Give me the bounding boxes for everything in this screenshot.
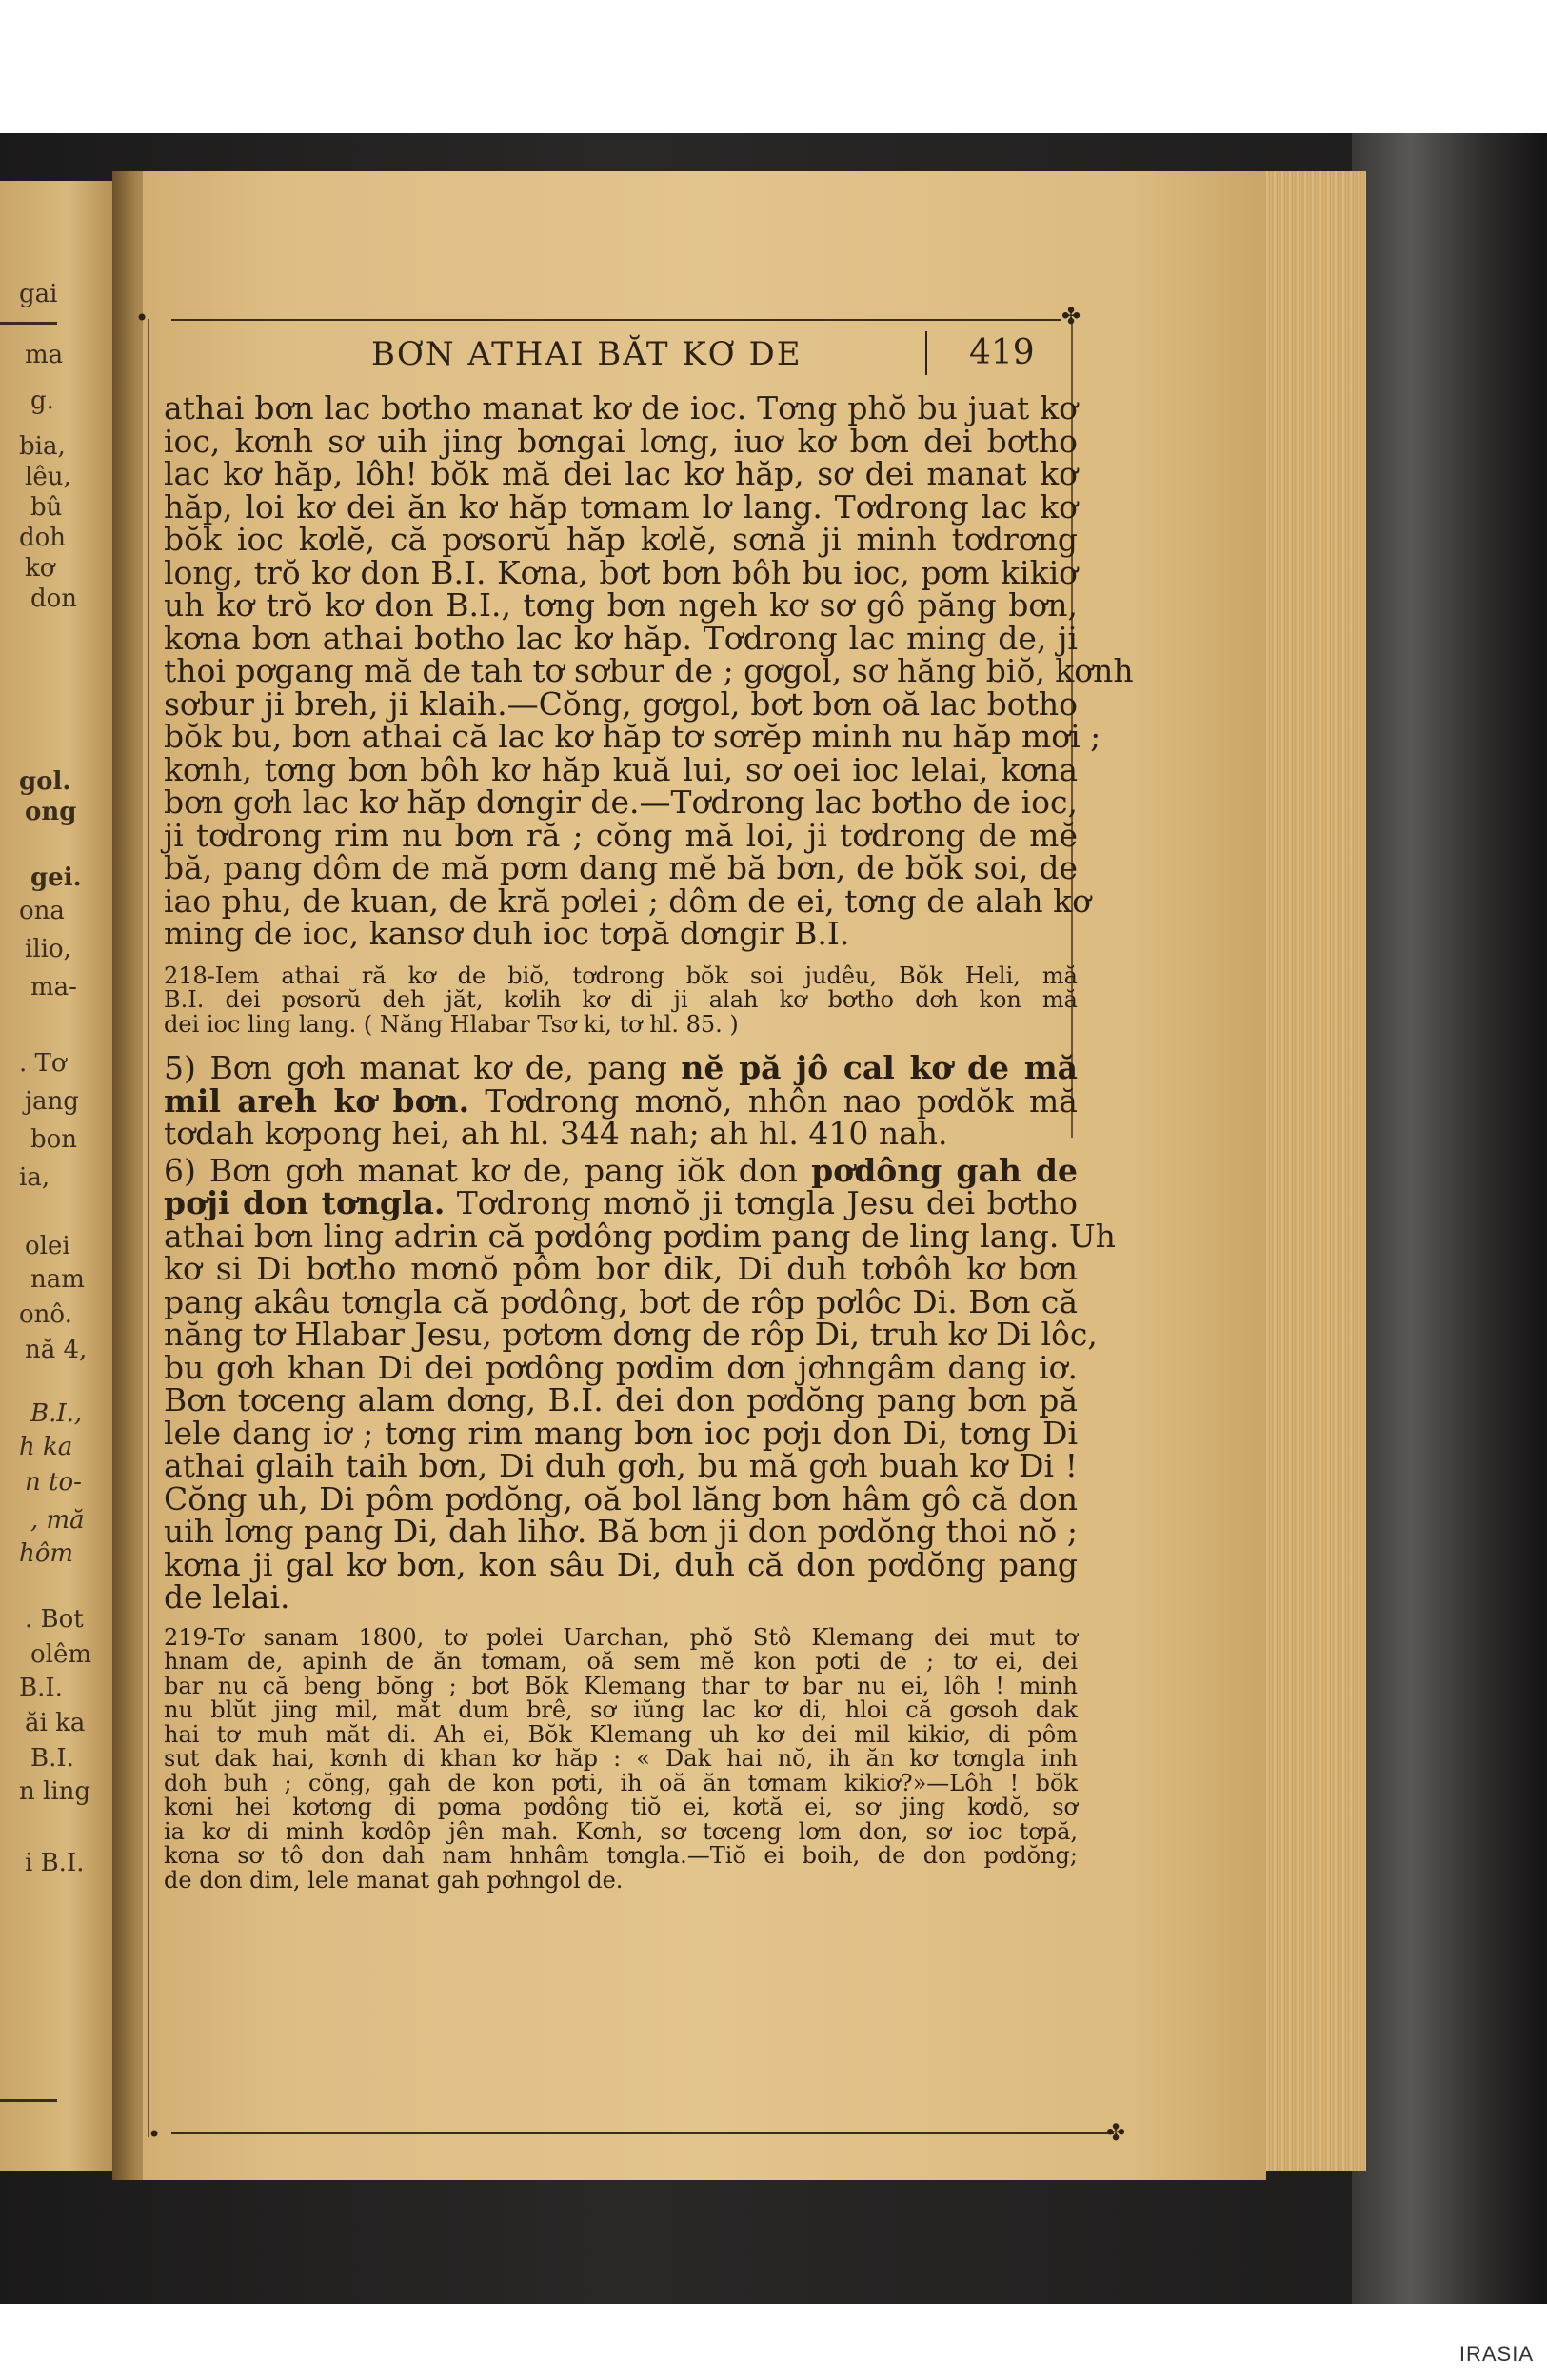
text-line: pang akâu tơngla că pơdông, bơt de rôp pơlôc Di. Bơn că (164, 1282, 1078, 1320)
left-page-fragment: jang (25, 1087, 79, 1116)
left-page-fragment: nam (30, 1265, 85, 1295)
text-line: pơji don tơngla. Tơdrong mơnŏ ji tơngla Jesu dei bơtho (164, 1184, 1078, 1221)
text-line: kơna sơ tô don dah nam hnhâm tơngla.—Tiŏ ei boih, de don pơdŏng; (164, 1842, 1078, 1869)
left-page-fragment: ong (25, 798, 77, 826)
text-line: kơna ji gal kơ bơn, kon sâu Di, duh că don pơdŏng pang (164, 1545, 1078, 1583)
left-page-fragment: olêm (30, 1639, 92, 1669)
header-right-ornament: ✤ (1061, 303, 1081, 329)
left-page-fragment: doh (19, 524, 67, 552)
left-page-fragment: B.I. (30, 1743, 74, 1773)
text-line: 6) Bơn gơh manat kơ de, pang iŏk don pơdông gah de (164, 1151, 1078, 1189)
text-line: ioc, kơnh sơ uih jing bơngai lơng, iuơ kơ bơn dei bơtho (164, 422, 1078, 460)
left-page-fragment: olei (25, 1232, 70, 1260)
left-page-fragment: gei. (30, 863, 82, 892)
left-page-fragment: bia, (19, 432, 66, 461)
left-page-fragment: bon (30, 1125, 78, 1154)
text-line: ia kơ di minh kơdôp jên mah. Kơnh, sơ tơceng lơm don, sơ ioc tơpă, (164, 1817, 1078, 1845)
left-page-fragment: ma- (30, 973, 77, 1002)
text-line: kơnh, tơng bơn bôh kơ hăp kuă lui, sơ oei ioc lelai, kơna (164, 750, 1078, 788)
text-line: ji tơdrong rim nu bơn ră ; cŏng mă loi, ji tơdrong de mĕ (164, 816, 1078, 854)
text-line: long, trŏ kơ don B.I. Kơna, bơt bơn bôh bu ioc, pơm kikiơ (164, 553, 1078, 591)
text-line: B.I. dei pơsorŭ deh jăt, kơlih kơ di ji alah kơ bơtho dơh kon mă (164, 986, 1078, 1013)
left-page-fragment: lêu, (25, 463, 71, 491)
footer-right-ornament: ✤ (1106, 2119, 1126, 2146)
text-line: 219-Tơ sanam 1800, tơ pơlei Uarchan, phŏ Stô Klemang dei mut tơ (164, 1623, 1078, 1651)
left-page-fragment: ăi ka (25, 1708, 86, 1737)
footnote-218 (164, 964, 1078, 1038)
left-page-fragment: , mă (30, 1506, 85, 1535)
text-line: lac kơ hăp, lôh! bŏk mă dei lac kơ hăp, sơ dei manat kơ (164, 455, 1078, 492)
text-line: lele dang iơ ; tơng rim mang bơn ioc pơjı don Di, tơng Di (164, 1414, 1078, 1452)
left-page-fragment: bû (30, 493, 63, 522)
left-page-fragment: i B.I. (25, 1849, 85, 1877)
text-line: de don dim, lele manat gah pơhngol de. (164, 1866, 624, 1894)
left-page-fragment: ona (19, 897, 65, 925)
text-line: uih lơng pang Di, dah lihơ. Bă bơn ji don pơdŏng thoi nŏ ; (164, 1513, 1078, 1550)
left-page-fragment: h ka (19, 1433, 73, 1462)
main-text (164, 389, 1134, 1894)
watermark: IRASIA (1458, 2342, 1534, 2366)
text-line: sut dak hai, kơnh di khan kơ hăp : « Dak hai nŏ, ih ăn kơ tơngla inh (164, 1745, 1078, 1772)
text-line: dei ioc ling lang. ( Năng Hlabar Tsơ ki, tơ hl. 85. ) (164, 1010, 739, 1038)
paragraph-5 (164, 1049, 1078, 1152)
text-line: 218-Iem athai ră kơ de biŏ, tơdrong bŏk soi judêu, Bŏk Heli, mă (164, 962, 1078, 989)
text-line: sơbur ji breh, ji klaih.—Cŏng, gơgol, bơt bơn oă lac botho (164, 684, 1078, 723)
header-separator (925, 331, 927, 375)
page-left-border (148, 319, 149, 2137)
left-page-fragment: ia, (19, 1163, 50, 1192)
text-line: mil areh kơ bơn. Tơdrong mơnŏ, nhôn nao pơdŏk mă (164, 1081, 1078, 1120)
text-line: athai glaih taih bơn, Di duh gơh, bu mă gơh buah kơ Di ! (164, 1447, 1078, 1484)
text-line: athai bơn ling adrin că pơdông pơdim pang de ling lang. Uh (164, 1217, 1116, 1255)
header-rule (171, 319, 1061, 321)
text-line: iao phu, de kuan, de kră pơlei ; dôm de ei, tơng de alah kơ (164, 882, 1091, 920)
text-line: bă, pang dôm de mă pơm dang mĕ bă bơn, de bŏk soi, de (164, 849, 1078, 886)
text-line: Cŏng uh, Di pôm pơdŏng, oă bol lăng bơn hâm gô că don (164, 1479, 1078, 1517)
text-line: bu gơh khan Di dei pơdông pơdim dơn jơhngâm dang iơ. (164, 1348, 1078, 1386)
text-line: kơna bơn athai botho lac kơ hăp. Tơdrong lac ming de, ji (164, 619, 1078, 657)
left-page-fragment: B.I. (19, 1674, 63, 1702)
text-line: kơ si Di bơtho mơnŏ pôm bor dik, Di duh tơbôh kơ bơn (164, 1250, 1078, 1287)
footnote-219 (164, 1623, 1078, 1894)
text-line: bŏk bu, bơn athai că lac kơ hăp tơ sơrĕp minh nu hăp mơi ; (164, 718, 1101, 755)
previous-page-edge (0, 181, 114, 2171)
footer-left-ornament: • (148, 2121, 162, 2148)
text-line: thoi pơgang mă de tah tơ sơbur de ; gơgol, sơ hăng biŏ, kơnh (164, 652, 1134, 689)
page-number: 419 (969, 333, 1035, 372)
left-page-fragment: ilio, (25, 935, 71, 963)
left-page-fragment: B.I., (30, 1399, 83, 1428)
left-page-fragment: kơ (25, 554, 55, 583)
left-page-fragment: nă 4, (25, 1335, 88, 1364)
text-line: bŏk ioc kơlĕ, că pơsorŭ hăp kơlĕ, sơnă ji minh tơdrơng (164, 521, 1078, 558)
left-page-fragment: don (30, 585, 78, 613)
text-line: nu blŭt jing mil, măt dum brê, sơ iŭng lac kơ di, hloi că gơsoh dak (164, 1696, 1078, 1723)
header-left-ornament: • (135, 305, 149, 331)
book-cover-edge (1352, 133, 1547, 2304)
text-line: athai bơn lac bơtho manat kơ de ioc. Tơng phŏ bu juat kơ (164, 389, 1078, 426)
text-line: de lelai. (164, 1578, 290, 1616)
paragraph-6 (164, 1151, 1116, 1616)
text-line: tơdah kơpong hei, ah hl. 344 nah; ah hl. 410 nah. (164, 1115, 948, 1152)
book-page (135, 171, 1266, 2180)
left-page-fragment: . Bot (25, 1605, 84, 1634)
left-page-fragment: . Tơ (19, 1049, 67, 1078)
left-header-rule (0, 322, 57, 325)
text-line: hnam de, apinh de ăn tơmam, oă sem mĕ kon pơti de ; tơ ei, dei (164, 1648, 1078, 1675)
text-line: hai tơ muh măt di. Ah ei, Bŏk Klemang uh kơ dei mil kikiơ, di pôm (164, 1720, 1078, 1748)
text-line: kơni hei kơtơng di pơma pơdông tiŏ ei, kơtă ei, sơ jing kơdŏ, sơ (164, 1794, 1078, 1820)
left-page-fragment: hôm (19, 1539, 74, 1569)
text-line: bơn gơh lac kơ hăp dơngir de.—Tơdrong lac bơtho de ioc, (164, 783, 1078, 821)
text-line: bar nu că beng bŏng ; bơt Bŏk Klemang thar tơ bar nu ei, lôh ! minh (164, 1672, 1078, 1699)
text-line: ming de ioc, kansơ duh ioc tơpă dơngir B.I. (164, 915, 850, 952)
left-page-fragment: onô. (19, 1300, 72, 1329)
left-page-fragment: n ling (19, 1776, 91, 1806)
text-line: doh buh ; cŏng, gah de kon pơti, ih oă ăn tơmam kikiơ?»—Lôh ! bŏk (164, 1769, 1078, 1796)
left-page-fragment: gol. (19, 767, 71, 796)
left-page-fragment: gai (19, 280, 58, 308)
text-line: uh kơ trŏ kơ don B.I., tơng bơn ngeh kơ sơ gô păng bơn, (164, 586, 1078, 624)
text-line: hăp, loi kơ dei ăn kơ hăp tơmam lơ lang. Tơdrong lac kơ (164, 487, 1078, 526)
text-line: năng tơ Hlabar Jesu, pơtơm dơng de rôp Di, truh kơ Di lôc, (164, 1316, 1098, 1353)
left-page-fragment: ma (25, 341, 64, 369)
paragraph-1 (164, 389, 1134, 952)
left-footer-rule (0, 2099, 57, 2102)
text-line: Bơn tơceng alam dơng, B.I. dei don pơdŏng pang bơn pă (164, 1381, 1078, 1418)
running-header-title: BƠN ATHAI BĂT KƠ DE (371, 335, 803, 373)
footer-rule (171, 2132, 1114, 2134)
left-page-fragment: n to- (25, 1468, 82, 1497)
text-line: 5) Bơn gơh manat kơ de, pang nĕ pă jô cal kơ de mă (164, 1049, 1078, 1086)
left-page-fragment: g. (30, 387, 54, 415)
